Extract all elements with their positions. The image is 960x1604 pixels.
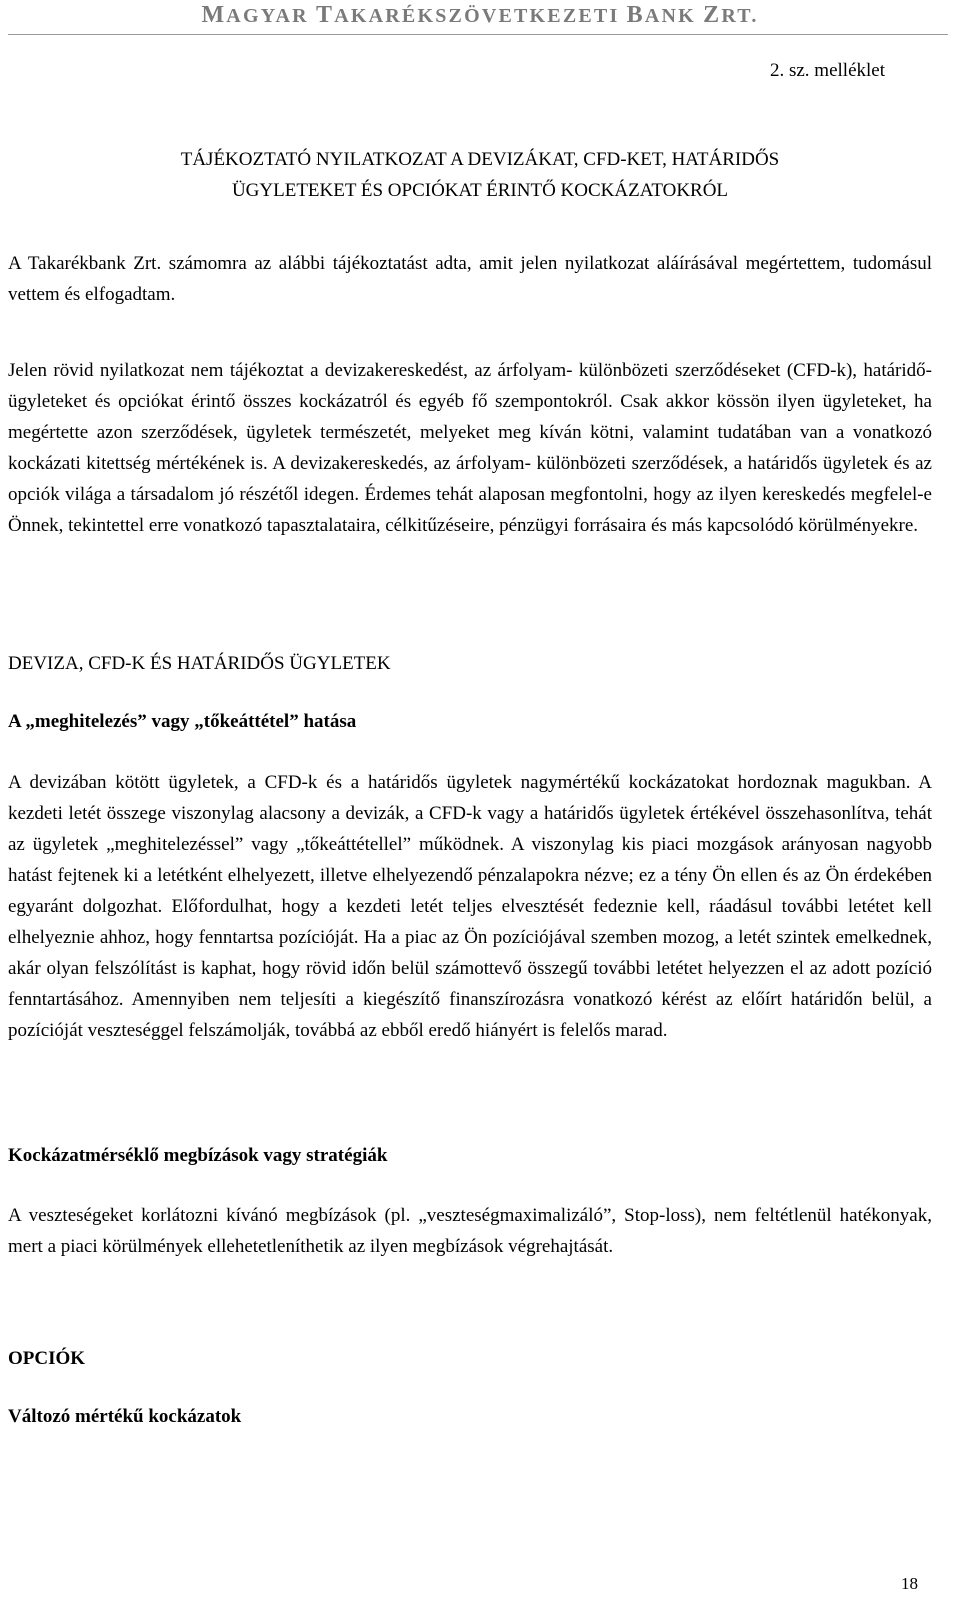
document-title <box>0 144 960 206</box>
subheading-leverage: A „meghitelezés” vagy „tőkeáttétel” hatása <box>8 711 357 732</box>
header-title-part: ANK <box>644 5 704 27</box>
header-title-part: M <box>201 2 227 28</box>
section-heading-risk-mitigation: Kockázatmérséklő megbízások vagy stratégiák <box>8 1145 388 1166</box>
header-divider <box>8 34 948 35</box>
page-number: 18 <box>901 1574 918 1593</box>
subheading-variable-risk: Változó mértékű kockázatok <box>8 1406 242 1427</box>
leverage-paragraph: A devizában kötött ügyletek, a CFD-k és a határidős ügyletek nagymértékű kockázatokat hordoznak magukban. A kezdeti letét összege viszonylag alacsony a devizák, a CFD-k vagy a határidős ügyletek értékével összehasonlítva, tehát az ügyletek „meghitelezéssel” vagy „tőkeáttétellel” működnek. A viszonylag kis piaci mozgások arányosan nagyobb hatást fejtenek ki a letétként elhelyezett, illetve elhelyezendő pénzalapokra nézve; ez a tény Ön ellen és az Ön érdekében egyaránt dolgozhat. Előfordulhat, hogy a kezdeti letét teljes elvesztését fedeznie kell, ráadásul további letétet kell elhelyeznie ahhoz, hogy fenntartsa pozícióját. Ha a piac az Ön pozíciójával szemben mozog, a letét szintek emelkednek, akár olyan felszólítást is kaphat, hogy rövid időn belül számottevő összegű további letétet helyezzen el az adott pozíció fenntartásához. Amennyiben nem teljesíti a kiegészítő finanszírozásra vonatkozó kérést az előírt határidőn belül, a pozícióját veszteséggel felszámolják, továbbá az ebből eredő hiányért is felelős marad. <box>8 772 932 1041</box>
section-heading-deviza: DEVIZA, CFD-K ÉS HATÁRIDŐS ÜGYLETEK <box>8 653 391 674</box>
header-title-part: T <box>316 2 335 28</box>
header-title-part: Z <box>703 2 722 28</box>
header-title-part: AKARÉKSZÖVETKEZETI <box>334 5 627 27</box>
annex-label: 2. sz. melléklet <box>769 60 885 81</box>
section-heading-options: OPCIÓK <box>8 1348 86 1369</box>
header-title-part: AGYAR <box>226 5 316 27</box>
intro-paragraph: A Takarékbank Zrt. számomra az alábbi tájékoztatást adta, amit jelen nyilatkozat aláírásával megértettem, tudomásul vettem és elfogadtam. <box>8 253 932 305</box>
risk-mitigation-paragraph: A veszteségeket korlátozni kívánó megbízások (pl. „veszteségmaximalizáló”, Stop-loss), nem feltétlenül hatékonyak, mert a piaci körülmények ellehetetleníthetik az ilyen megbízások végrehajtását. <box>8 1205 932 1257</box>
document-title-line-2: ÜGYLETEKET ÉS OPCIÓKAT ÉRINTŐ KOCKÁZATOKRÓL <box>231 180 729 201</box>
document-title-line-1: TÁJÉKOZTATÓ NYILATKOZAT A DEVIZÁKAT, CFD-KET, HATÁRIDŐS <box>180 149 780 170</box>
summary-paragraph: Jelen rövid nyilatkozat nem tájékoztat a devizakereskedést, az árfolyam- különbözeti szerződéseket (CFD-k), határidő-ügyleteket és opciókat érintő összes kockázatról és egyéb fő szempontokról. Csak akkor kössön ilyen ügyleteket, ha megértette azon szerződések, ügyletek természetét, melyeket meg kíván kötni, valamint tudatában van a vonatkozó kockázati kitettség mértékének is. A devizakereskedés, az árfolyam- különbözeti szerződések, a határidős ügyletek és az opciók világa a társadalom jó részétől idegen. Érdemes tehát alaposan megfontolni, hogy az ilyen kereskedés megfelel-e Önnek, tekintettel erre vonatkozó tapasztalataira, célkitűzéseire, pénzügyi forrásaira és más kapcsolódó körülményekre. <box>8 360 932 536</box>
bank-header-title <box>0 2 960 29</box>
header-title-part: RT. <box>721 5 759 27</box>
header-title-part: B <box>626 2 645 28</box>
